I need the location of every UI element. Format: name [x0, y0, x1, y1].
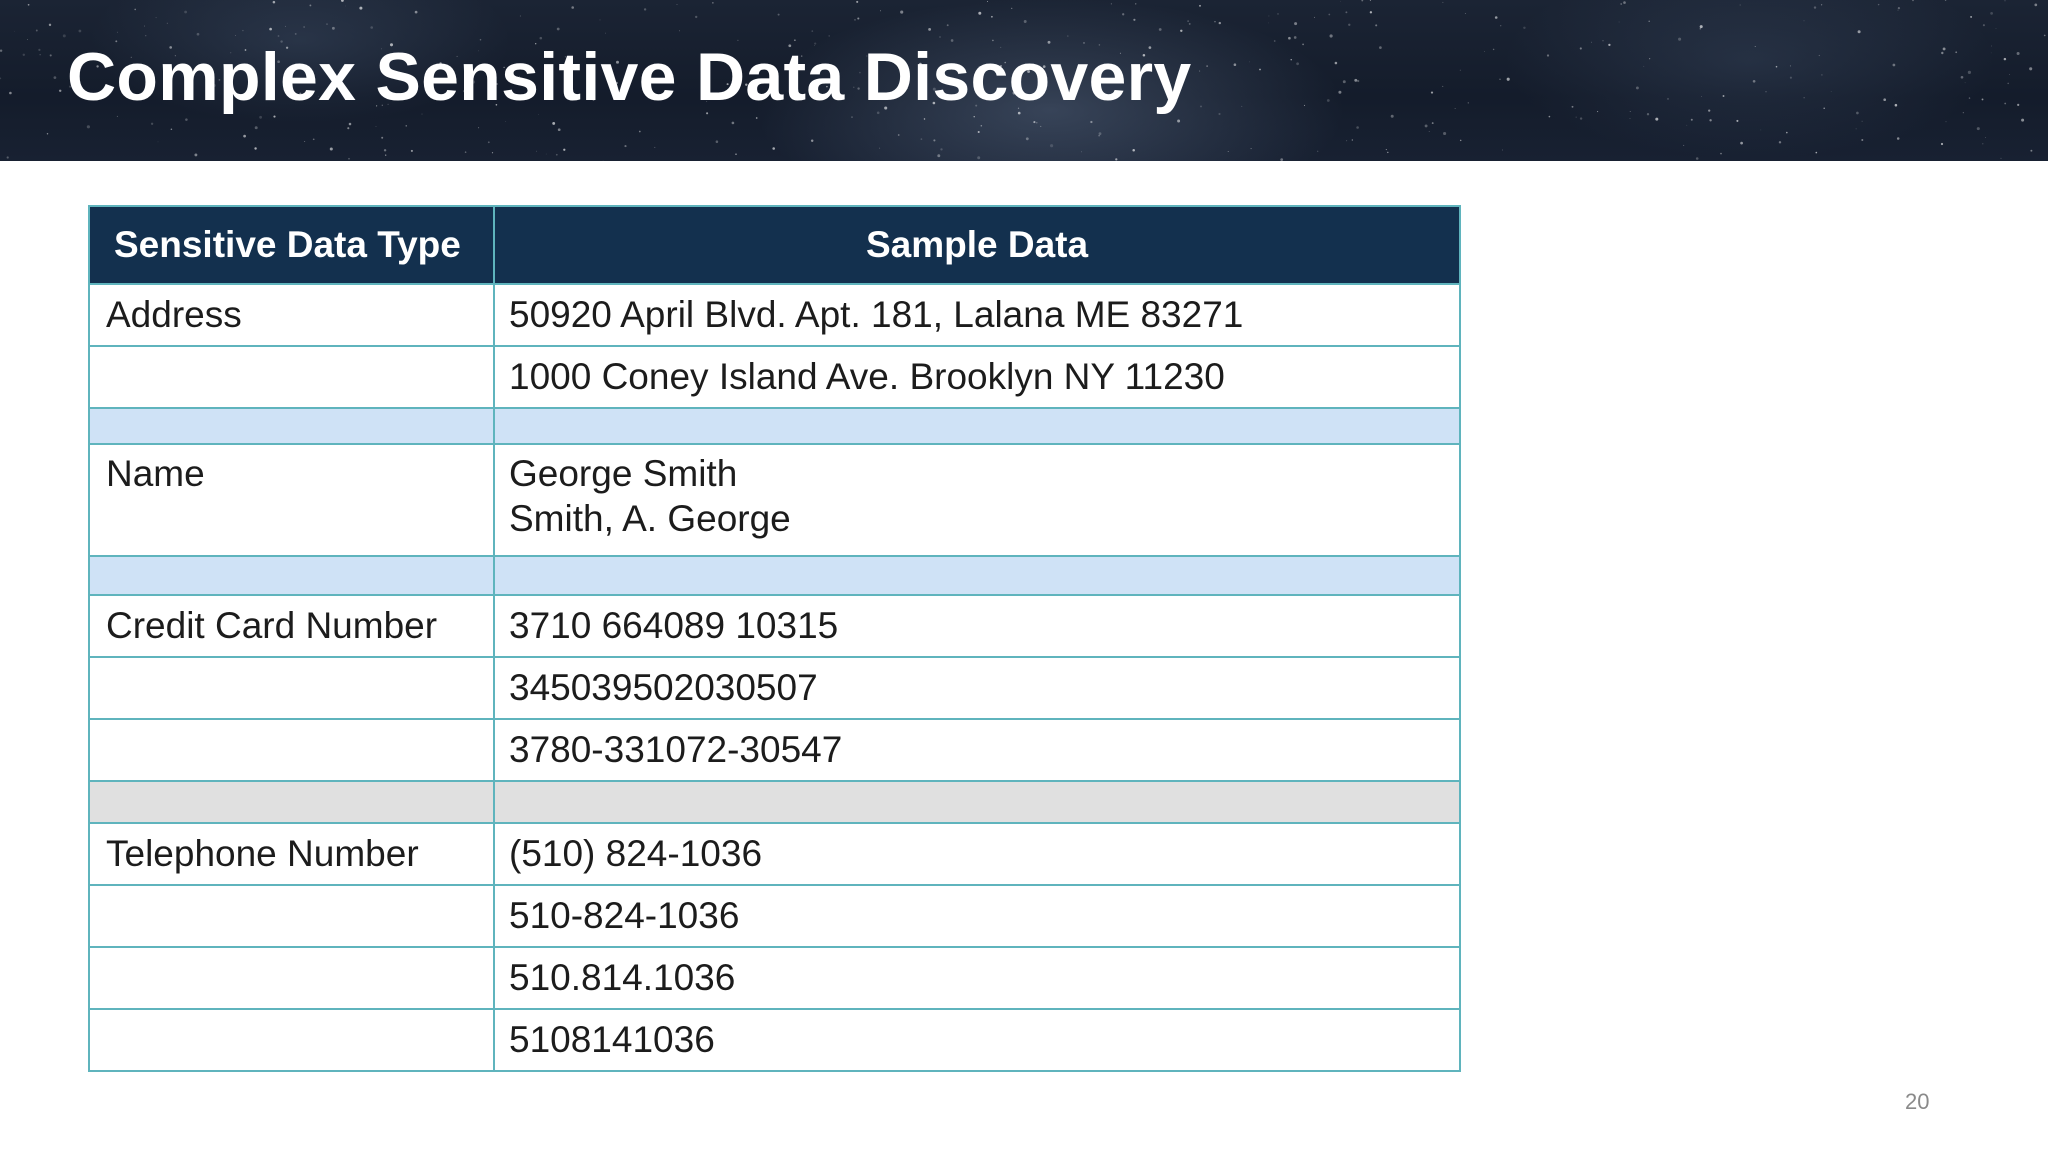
separator-cell: [89, 556, 494, 595]
data-type-cell: Credit Card Number: [89, 595, 494, 657]
sample-data-cell: 510.814.1036: [494, 947, 1460, 1009]
page-number: 20: [1905, 1089, 1930, 1114]
table-row: [89, 657, 1460, 719]
slide-title: Complex Sensitive Data Discovery: [67, 39, 1192, 115]
data-type-cell: [89, 657, 494, 719]
sample-data-cell: 5108141036: [494, 1009, 1460, 1071]
table-row: [89, 1009, 1460, 1071]
separator-row: [89, 781, 1460, 823]
table-row: [89, 346, 1460, 408]
separator-cell: [494, 556, 1460, 595]
separator-cell: [494, 408, 1460, 444]
column-header-sample-data: Sample Data: [494, 206, 1460, 284]
table-row: [89, 885, 1460, 947]
separator-cell: [89, 781, 494, 823]
sample-data-line: Smith, A. George: [509, 498, 791, 539]
table-row: [89, 947, 1460, 1009]
table-row: [89, 595, 1460, 657]
data-type-cell: [89, 1009, 494, 1071]
sample-data-cell: (510) 824-1036: [494, 823, 1460, 885]
table-row: [89, 284, 1460, 346]
sample-data-cell: 3780-331072-30547: [494, 719, 1460, 781]
sample-data-cell: 345039502030507: [494, 657, 1460, 719]
table-header-row: [89, 206, 1460, 284]
data-type-cell: [89, 346, 494, 408]
sample-data-cell: [494, 444, 1460, 556]
sample-data-cell: 50920 April Blvd. Apt. 181, Lalana ME 83271: [494, 284, 1460, 346]
separator-row: [89, 408, 1460, 444]
sensitive-data-table-container: [88, 205, 1459, 1072]
data-type-cell: [89, 885, 494, 947]
separator-cell: [89, 408, 494, 444]
sample-data-cell: 3710 664089 10315: [494, 595, 1460, 657]
title-banner: [0, 0, 2048, 161]
sample-data-cell: 1000 Coney Island Ave. Brooklyn NY 11230: [494, 346, 1460, 408]
data-type-cell: Telephone Number: [89, 823, 494, 885]
data-type-cell: [89, 947, 494, 1009]
data-type-cell: Address: [89, 284, 494, 346]
sample-data-cell: 510-824-1036: [494, 885, 1460, 947]
separator-row: [89, 556, 1460, 595]
separator-cell: [494, 781, 1460, 823]
data-type-cell: Name: [89, 444, 494, 556]
sample-data-line: George Smith: [509, 453, 738, 494]
column-header-data-type: Sensitive Data Type: [89, 206, 494, 284]
sensitive-data-table: [88, 205, 1461, 1072]
table-row: [89, 719, 1460, 781]
data-type-cell: [89, 719, 494, 781]
table-row: [89, 444, 1460, 556]
table-row: [89, 823, 1460, 885]
